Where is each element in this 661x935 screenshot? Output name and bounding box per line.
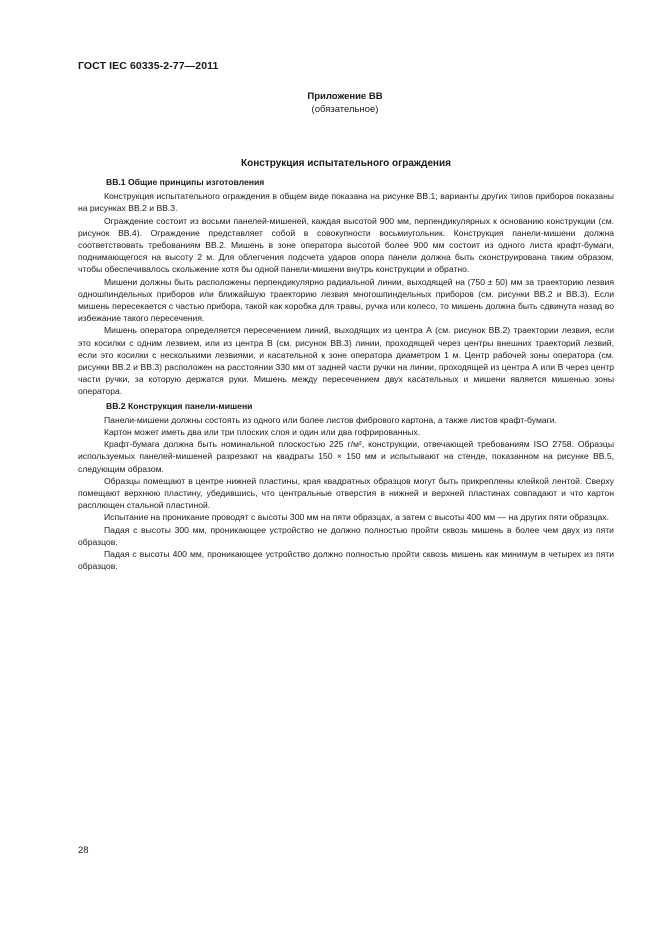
- paragraph: Мишень оператора определяется пересечением линий, выходящих из центра А (см. рисунок ВВ.2) траектории лезвия, если это косилки с одним лезвием, или из центра В (см. рисунок ВВ.3) линии, проходящей через центры внешних траекторий лезвий, если это косилки с несколькими лезвиями, и касательной к зоне оператора диаметром 1 м. Центр рабочей зоны оператора (см. рисунки ВВ.2 и ВВ.3) расположен на расстоянии 330 мм от задней части ручки на линии, проходящей из центра А или В через центр части ручки, за которую держатся руки. Мишень между пересечением двух касательных и мишени является мишенью зоны оператора.: [78, 325, 614, 397]
- document-header: ГОСТ IEC 60335-2-77—2011: [78, 60, 219, 72]
- paragraph: Мишени должны быть расположены перпендикулярно радиальной линии, выходящей на (750 ± 50) мм за траекторию лезвия одношпиндельных приборов или ближайшую траекторию лезвия многошпиндельных приборов (см. рисунки ВВ.2 и ВВ.3). Если мишень пересекается с частью прибора, такой как коробка для травы, ручка или колесо, то мишень должна быть сдвинута назад во избежание такого пересечения.: [78, 276, 614, 324]
- section-title: Конструкция испытательного ограждения: [241, 158, 451, 169]
- paragraph: Конструкция испытательного ограждения в общем виде показана на рисунке ВВ.1; варианты других типов приборов показаны на рисунках ВВ.2 и ВВ.3.: [78, 191, 614, 214]
- paragraph: Панели-мишени должны состоять из одного или более листов фибрового картона, а также листов крафт-бумаги.: [104, 414, 557, 425]
- paragraph: Ограждение состоит из восьми панелей-мишеней, каждая высотой 900 мм, перпендикулярных к основанию конструкции (см. рисунок ВВ.4). Ограждение представляет собой в совокупности восьмиугольник. Конструкция панели-мишени должна соответствовать требованиям ВВ.2. Мишень в зоне оператора высотой более 900 мм состоит из одного листа крафт-бумаги, поднимающегося на высоту 2 м. Для облегчения подсчета ударов опора панели должна быть сконструирована таким образом, чтобы обеспечивалось скольжение хотя бы одной панели-мишени внутрь конструкции и обратно.: [78, 215, 614, 275]
- paragraph: Падая с высоты 300 мм, проникающее устройство не должно полностью пройти сквозь мишень в более чем двух из пяти образцов.: [78, 524, 614, 547]
- annex-title: Приложение ВВ: [307, 91, 383, 102]
- document-body: [78, 176, 614, 573]
- paragraph: Испытание на проникание проводят с высоты 300 мм на пяти образцах, а затем с высоты 400 мм — на других пяти образцах.: [104, 512, 609, 523]
- annex-status: (обязательное): [311, 104, 379, 115]
- subsection-heading: ВВ.2 Конструкция панели-мишени: [106, 400, 253, 411]
- paragraph: Крафт-бумага должна быть номинальной плоскостью 225 г/м², конструкции, отвечающей требованиям ISO 2758. Образцы используемых панелей-мишеней разрезают на квадраты 150 × 150 мм и испытывают на стенде, показанном на рисунке ВВ.5, следующим образом.: [78, 439, 614, 474]
- paragraph: Падая с высоты 400 мм, проникающее устройство должно полностью пройти сквозь мишень как минимум в четырех из пяти образцов.: [78, 549, 614, 572]
- subsection-heading: ВВ.1 Общие принципы изготовления: [106, 177, 265, 187]
- paragraph: Картон может иметь два или три плоских слоя и один или два гофрированных.: [104, 427, 421, 438]
- page-number: 28: [78, 845, 89, 856]
- paragraph: Образцы помещают в центре нижней пластины, края квадратных образцов могут быть прикреплены клейкой лентой. Сверху помещают верхнюю пластину, убедившись, что центральные отверстия в нижней и верхней пластинах совпадают и что картон расплющен стальной пластиной.: [78, 475, 614, 511]
- annex-heading: [270, 90, 420, 116]
